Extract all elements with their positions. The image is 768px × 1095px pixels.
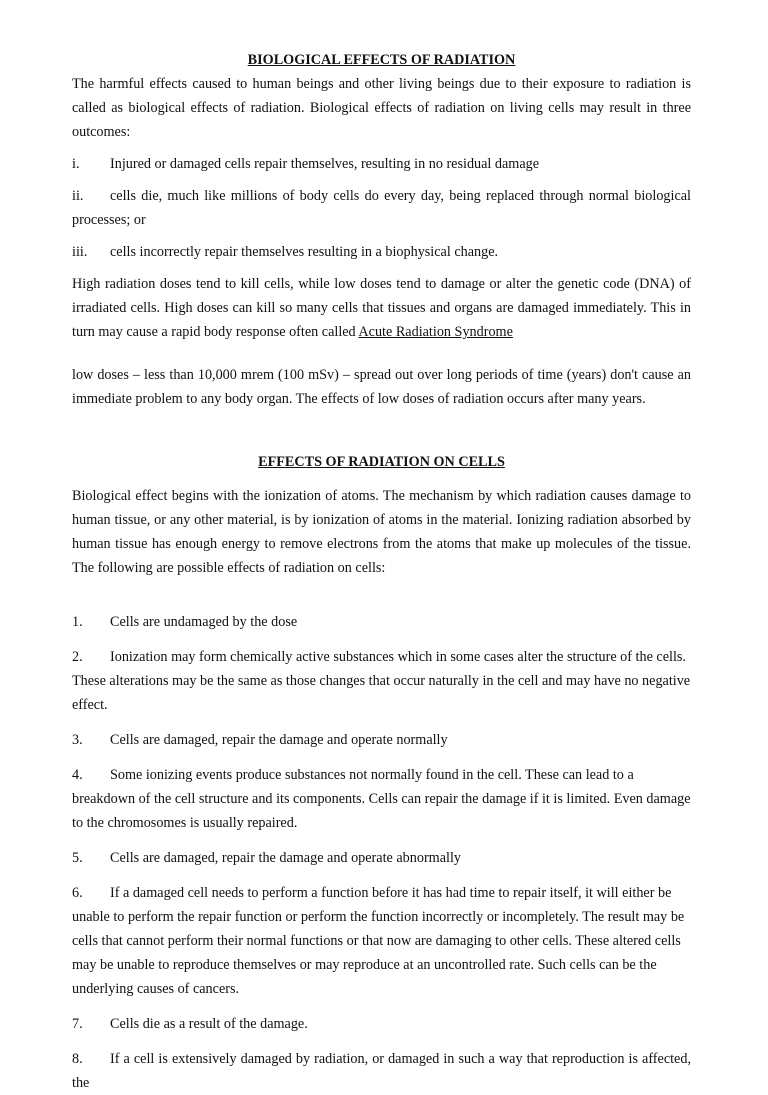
list-item-text: Cells die as a result of the damage. [110,1016,308,1032]
acute-radiation-syndrome-link[interactable]: Acute Radiation Syndrome [358,324,513,340]
list-item-text: Some ionizing events produce substances not normally found in the cell. These can lead to a breakdown of the cell structure and its components. Cells can repair the damage if it is limited. Even damage to the chromosomes is usually repaired. [72,767,691,831]
list-item-text: If a damaged cell needs to perform a function before it has had time to repair itself, it will either be unable to perform the repair function or perform the function incorrectly or incompletely. The result may be cells that cannot perform their normal functions or that now are damaging to other cells. These altered cells may be unable to reproduce themselves or may reproduce at an uncontrolled rate. Such cells can be the underlying causes of cancers. [72,885,685,997]
list-item [72,645,691,717]
low-doses-paragraph: low doses – less than 10,000 mrem (100 mSv) – spread out over long periods of time (years) don't cause an immediate problem to any body organ. The effects of low doses of radiation occurs after many years. [72,367,691,407]
list-item-number: 6. [72,885,83,901]
list-item [72,846,691,870]
outcome-number: ii. [72,188,84,204]
list-item-text: Cells are damaged, repair the damage and operate normally [110,732,448,748]
list-item-text: Cells are undamaged by the dose [110,614,298,630]
list-item [72,1012,691,1036]
list-item-text: Cells are damaged, repair the damage and operate abnormally [110,850,461,866]
section-title-biological-effects: BIOLOGICAL EFFECTS OF RADIATION [247,52,516,68]
list-item-number: 4. [72,767,83,783]
list-item [72,1047,691,1095]
list-item-number: 3. [72,732,83,748]
outcome-text: cells incorrectly repair themselves resulting in a biophysical change. [110,244,499,260]
outcome-item [72,240,691,264]
outcome-item [72,152,691,176]
list-item-number: 8. [72,1051,83,1067]
list-item-number: 5. [72,850,83,866]
list-item-text: If a cell is extensively damaged by radiation, or damaged in such a way that reproduction is affected, the [72,1051,691,1091]
outcome-number: i. [72,156,80,172]
high-doses-text: High radiation doses tend to kill cells, while low doses tend to damage or alter the genetic code (DNA) of irradiated cells. High doses can kill so many cells that tissues and organs are damaged immediately. This in turn may cause a rapid body response often called [72,276,691,340]
list-item [72,881,691,1001]
list-item-text: Ionization may form chemically active substances which in some cases alter the structure of the cells. These alterations may be the same as those changes that occur naturally in the cell and may have no negative effect. [72,649,691,713]
high-doses-paragraph [72,272,691,344]
cells-intro-paragraph: Biological effect begins with the ionization of atoms. The mechanism by which radiation causes damage to human tissue, or any other material, is by ionization of atoms in the material. Ionizing radiation absorbed by human tissue has enough energy to remove electrons from the atoms that make up molecules of the tissue. The following are possible effects of radiation on cells: [72,488,691,576]
outcome-text: Injured or damaged cells repair themselves, resulting in no residual damage [110,156,540,172]
list-item-number: 1. [72,614,83,630]
outcome-number: iii. [72,244,88,260]
outcome-text: cells die, much like millions of body cells do every day, being replaced through normal biological processes; or [72,188,691,228]
outcome-item [72,184,691,232]
section-title-effects-on-cells: EFFECTS OF RADIATION ON CELLS [258,454,505,470]
intro-paragraph: The harmful effects caused to human beings and other living beings due to their exposure to radiation is called as biological effects of radiation. Biological effects of radiation on living cells may result in three outcomes: [72,76,691,140]
list-item-number: 7. [72,1016,83,1032]
document-body [72,48,691,1095]
list-item [72,610,691,634]
list-item [72,763,691,835]
list-item-number: 2. [72,649,83,665]
list-item [72,728,691,752]
